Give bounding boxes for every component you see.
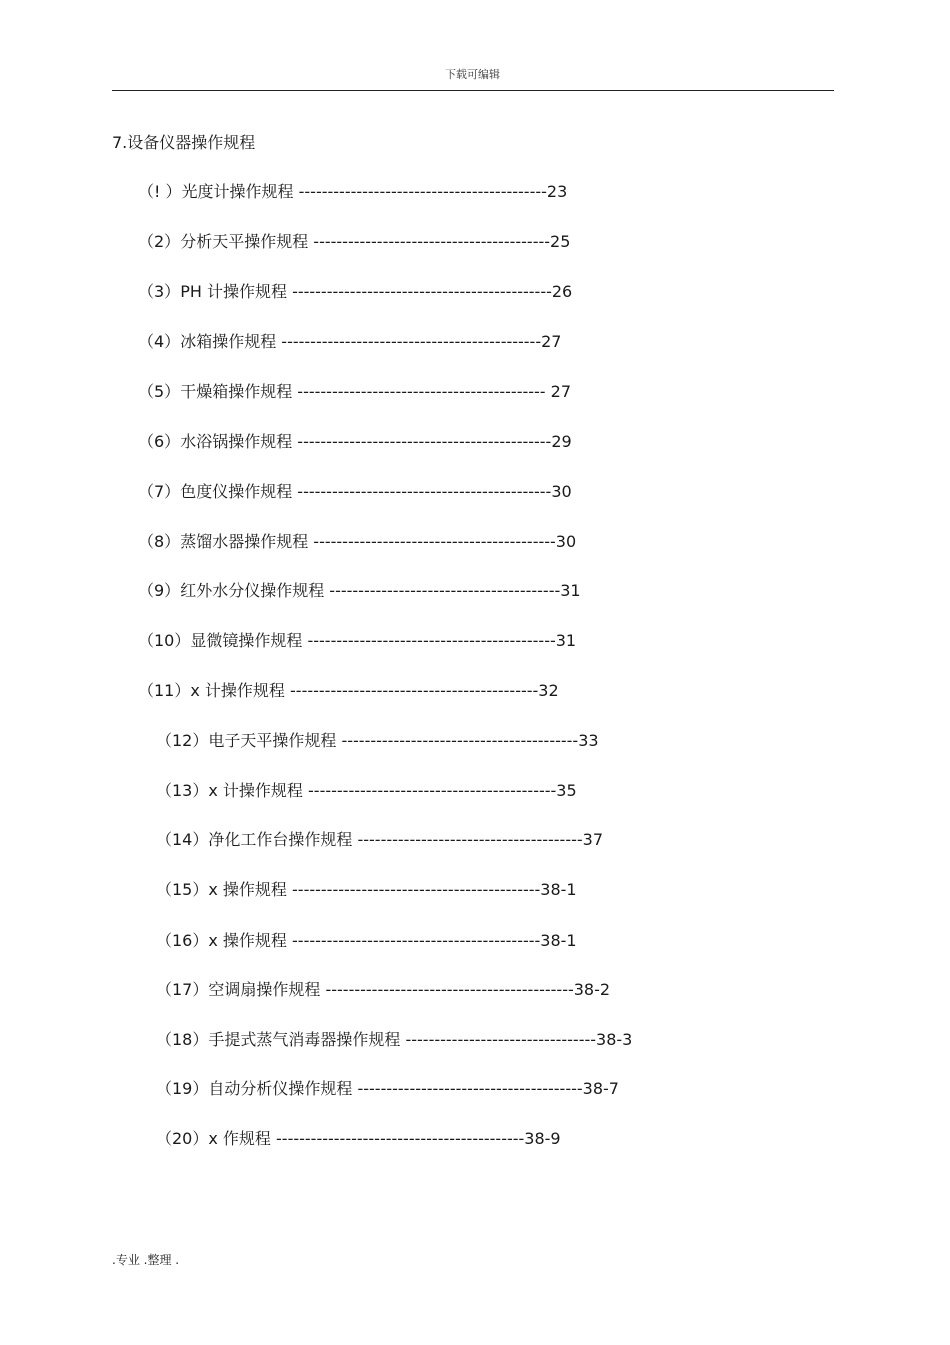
- toc-entry-page: 23: [546, 182, 568, 201]
- toc-entry-leader: -------------------------------------------: [276, 1129, 525, 1148]
- toc-entry-leader: -------------------------------------------: [297, 382, 551, 401]
- toc-entry-page: 30: [555, 532, 577, 551]
- toc-entry[interactable]: [138, 432, 572, 452]
- toc-entry-title: 水浴锅操作规程: [180, 432, 293, 451]
- toc-entry[interactable]: [138, 681, 559, 701]
- toc-entry-page: 29: [551, 432, 572, 451]
- toc-entry-leader: --------------------------------------------: [297, 482, 552, 501]
- toc-entry-leader: ---------------------------------: [405, 1030, 597, 1049]
- toc-entry-number: （17）: [156, 980, 209, 999]
- toc-entry-page: 33: [578, 731, 599, 750]
- toc-entry-number: （11）: [138, 681, 191, 700]
- section-title: 7.设备仪器操作规程: [112, 133, 256, 152]
- toc-entry-number: （18）: [156, 1030, 209, 1049]
- toc-entry-number: （6）: [138, 432, 181, 451]
- toc-entry-leader: -------------------------------------------: [307, 631, 556, 650]
- toc-entry-title: 色度仪操作规程: [180, 482, 293, 501]
- toc-entry-number: （12）: [156, 731, 209, 750]
- toc-entry-page: 38-9: [524, 1129, 561, 1148]
- toc-entry-page: 38-1: [540, 880, 577, 899]
- toc-entry-leader: -----------------------------------------: [313, 232, 551, 251]
- toc-entry-page: 27: [550, 382, 571, 401]
- page-footer: .专业 .整理 .: [112, 1253, 180, 1267]
- toc-entry[interactable]: [138, 532, 576, 552]
- toc-entry-title: 分析天平操作规程: [180, 232, 309, 251]
- toc-entry-leader: ------------------------------------------: [313, 532, 556, 551]
- toc-entry-number: （20）: [156, 1129, 209, 1148]
- toc-entry-page: 31: [560, 581, 581, 600]
- toc-entry[interactable]: [156, 980, 610, 1000]
- toc-entry[interactable]: [156, 880, 577, 900]
- toc-entry-leader: ---------------------------------------: [357, 1079, 583, 1098]
- toc-entry[interactable]: [138, 332, 561, 352]
- toc-entry-page: 26: [551, 282, 573, 301]
- toc-entry-page: 37: [582, 830, 604, 849]
- toc-entry[interactable]: [156, 1030, 632, 1050]
- toc-entry[interactable]: [156, 731, 599, 751]
- toc-entry-page: 38-2: [573, 980, 611, 999]
- toc-entry-title: 光度计操作规程: [181, 182, 294, 201]
- toc-entry-number: （9）: [138, 581, 181, 600]
- page-header: 下载可编辑: [445, 68, 500, 81]
- toc-entry-number: （16）: [156, 931, 209, 950]
- toc-entry-number: （! ）: [138, 182, 182, 201]
- toc-entry-title: 净化工作台操作规程: [208, 830, 353, 849]
- toc-entry-leader: -------------------------------------------: [325, 980, 574, 999]
- toc-entry-leader: -----------------------------------------: [341, 731, 579, 750]
- toc-entry-title: 显微镜操作规程: [190, 631, 303, 650]
- toc-entry-leader: -------------------------------------------: [292, 931, 541, 950]
- toc-entry-title: x 操作规程: [208, 880, 287, 899]
- toc-entry-leader: ---------------------------------------: [357, 830, 583, 849]
- toc-entry-title: 冰箱操作规程: [180, 332, 277, 351]
- toc-entry[interactable]: [156, 1129, 561, 1149]
- toc-entry[interactable]: [138, 631, 576, 651]
- toc-entry-number: （4）: [138, 332, 181, 351]
- toc-entry-title: x 作规程: [208, 1129, 271, 1148]
- toc-entry-number: （5）: [138, 382, 181, 401]
- toc-entry-page: 30: [551, 482, 572, 501]
- toc-entry-title: x 计操作规程: [190, 681, 285, 700]
- toc-entry-number: （10）: [138, 631, 191, 650]
- toc-entry[interactable]: [156, 830, 603, 850]
- toc-entry-leader: ---------------------------------------------: [292, 282, 552, 301]
- toc-entry-number: （3）: [138, 282, 181, 301]
- toc-entry[interactable]: [138, 232, 570, 252]
- toc-entry-title: 红外水分仪操作规程: [180, 581, 325, 600]
- toc-entry-page: 35: [556, 781, 577, 800]
- toc-entry-title: 空调扇操作规程: [208, 980, 321, 999]
- toc-entry[interactable]: [156, 931, 577, 951]
- toc-entry[interactable]: [156, 1079, 619, 1099]
- toc-entry-title: 电子天平操作规程: [208, 731, 337, 750]
- toc-entry-leader: ---------------------------------------------: [281, 332, 542, 351]
- toc-entry-leader: -------------------------------------------: [298, 182, 547, 201]
- toc-entry-title: PH 计操作规程: [180, 282, 287, 301]
- toc-entry-title: 蒸馏水器操作规程: [180, 532, 309, 551]
- toc-entry-page: 32: [538, 681, 559, 700]
- toc-entry-leader: -------------------------------------------: [290, 681, 539, 700]
- toc-entry-page: 38-1: [540, 931, 577, 950]
- toc-entry-title: 手提式蒸气消毒器操作规程: [208, 1030, 401, 1049]
- toc-entry-page: 25: [550, 232, 571, 251]
- toc-entry-page: 38-3: [596, 1030, 633, 1049]
- toc-entry-page: 31: [555, 631, 577, 650]
- toc-entry-title: x 计操作规程: [208, 781, 303, 800]
- toc-entry-number: （15）: [156, 880, 209, 899]
- toc-entry-page: 38-7: [582, 1079, 619, 1098]
- toc-entry-title: 自动分析仪操作规程: [208, 1079, 353, 1098]
- toc-entry-title: 干燥箱操作规程: [180, 382, 293, 401]
- toc-entry-number: （8）: [138, 532, 181, 551]
- toc-entry-title: x 操作规程: [208, 931, 287, 950]
- toc-entry[interactable]: [138, 282, 572, 302]
- toc-entry[interactable]: [138, 482, 572, 502]
- toc-entry-leader: -------------------------------------------: [308, 781, 557, 800]
- toc-entry-number: （13）: [156, 781, 209, 800]
- toc-entry-leader: --------------------------------------------: [297, 432, 552, 451]
- toc-entry-number: （19）: [156, 1079, 209, 1098]
- toc-entry-number: （7）: [138, 482, 181, 501]
- toc-entry[interactable]: [156, 781, 577, 801]
- toc-entry-leader: ----------------------------------------: [329, 581, 561, 600]
- toc-entry-leader: -------------------------------------------: [292, 880, 541, 899]
- toc-entry[interactable]: [138, 382, 571, 402]
- toc-entry-page: 27: [541, 332, 562, 351]
- toc-entry-number: （2）: [138, 232, 181, 251]
- toc-entry[interactable]: [138, 182, 567, 202]
- toc-entry-number: （14）: [156, 830, 209, 849]
- toc-entry[interactable]: [138, 581, 581, 601]
